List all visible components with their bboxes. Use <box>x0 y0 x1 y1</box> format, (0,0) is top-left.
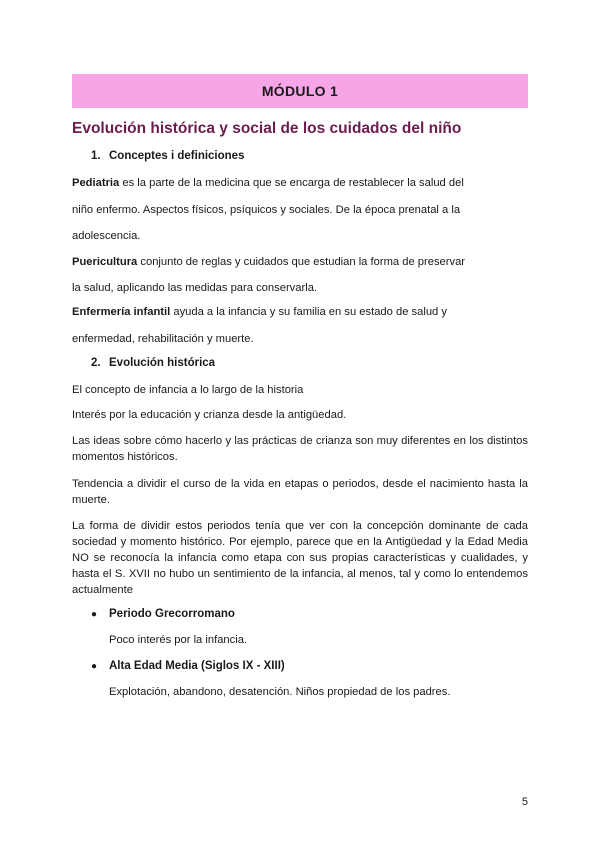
bullet-description: Poco interés por la infancia. <box>109 634 248 646</box>
definition-pediatria-line1: Pediatria es la parte de la medicina que se encarga de restablecer la salud del <box>72 177 464 189</box>
bullet-title: Periodo Grecorromano <box>109 608 235 620</box>
module-title: MÓDULO 1 <box>261 83 339 99</box>
definition-enfermeria-line1: Enfermería infantil ayuda a la infancia y su familia en su estado de salud y <box>72 306 447 318</box>
subsection-heading-2 <box>91 357 215 369</box>
definition-term: Pediatria <box>72 177 120 189</box>
definition-enfermeria-line2: enfermedad, rehabilitación y muerte. <box>72 333 254 345</box>
subsection-title: Conceptes i definiciones <box>109 150 245 162</box>
section-title: Evolución histórica y social de los cuidados del niño <box>72 120 462 137</box>
bullet-dot-icon: ● <box>91 609 98 620</box>
definition-term: Enfermería infantil <box>72 306 171 318</box>
page-number: 5 <box>521 796 528 808</box>
paragraph: Tendencia a dividir el curso de la vida en etapas o periodos, desde el nacimiento hasta la muerte. <box>72 478 528 506</box>
paragraph: La forma de dividir estos periodos tenía que ver con la concepción dominante de cada sociedad y momento histórico. Por ejemplo, parece que en la Antigüedad y la Edad Media NO se reconocía la infancia como etapa con sus propias características y cualidades, y hasta el S. XVII no hubo un sentimiento de la infancia, al menos, tal y como lo entendemos actualmente <box>72 520 528 596</box>
bullet-item-alta-edad-media <box>91 660 285 672</box>
definition-puericultura-line2: la salud, aplicando las medidas para conservarla. <box>72 282 318 294</box>
subsection-title: Evolución histórica <box>109 357 216 369</box>
module-banner <box>72 74 528 108</box>
subsection-number: 1. <box>91 150 101 162</box>
bullet-description: Explotación, abandono, desatención. Niños propiedad de los padres. <box>109 686 451 698</box>
subsection-heading-1 <box>91 150 244 162</box>
paragraph: Las ideas sobre cómo hacerlo y las prácticas de crianza son muy diferentes en los distintos momentos históricos. <box>72 435 528 463</box>
definition-puericultura-line1: Puericultura conjunto de reglas y cuidados que estudian la forma de preservar <box>72 256 466 268</box>
definition-pediatria-line2: niño enfermo. Aspectos físicos, psíquicos y sociales. De la época prenatal a la <box>72 204 461 216</box>
bullet-item-grecorromano <box>91 608 235 620</box>
bullet-title: Alta Edad Media (Siglos IX - XIII) <box>109 660 285 672</box>
definition-pediatria-line3: adolescencia. <box>72 230 141 242</box>
bullet-dot-icon: ● <box>91 661 98 672</box>
paragraph: Interés por la educación y crianza desde la antigüedad. <box>72 409 347 421</box>
definition-term: Puericultura <box>72 256 138 268</box>
subsection-number: 2. <box>91 357 101 369</box>
paragraph: El concepto de infancia a lo largo de la historia <box>72 384 304 396</box>
